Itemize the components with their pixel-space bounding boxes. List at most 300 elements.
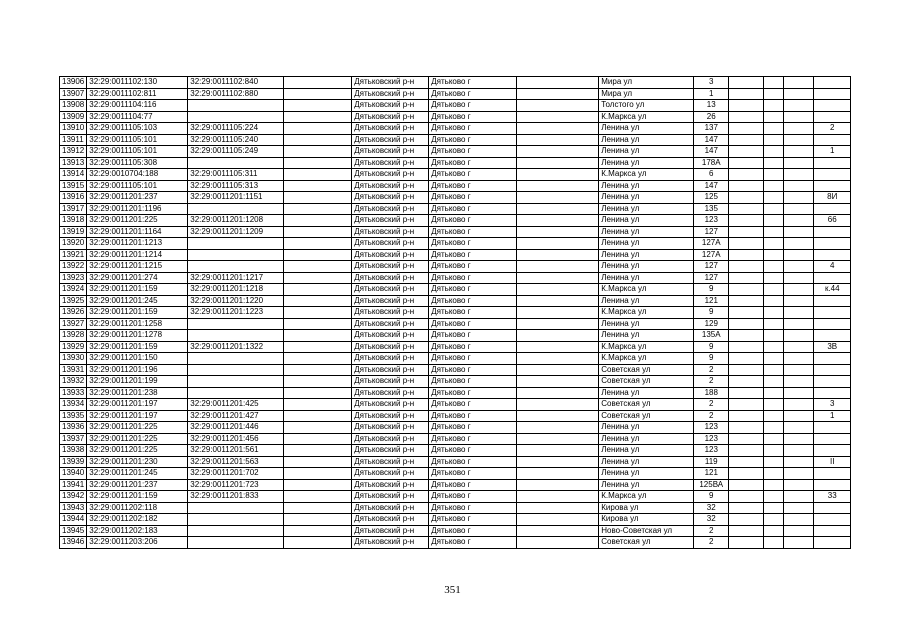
apartment-cell [814, 238, 851, 250]
apartment-cell [814, 330, 851, 342]
linked-cadastral-number-cell: 32:29:0011201:1322 [188, 341, 284, 353]
district-cell: Дятьковский р-н [352, 100, 429, 112]
linked-cadastral-number-cell: 32:29:0011105:240 [188, 134, 284, 146]
row-number-cell: 13942 [60, 491, 87, 503]
cadastral-number-cell: 32:29:0011201:199 [87, 376, 188, 388]
blank-field-cell [517, 410, 599, 422]
blank-field-cell [729, 157, 764, 169]
blank-field-cell [729, 433, 764, 445]
city-cell: Дятьково г [429, 376, 517, 388]
table-row [60, 353, 851, 365]
apartment-cell [814, 502, 851, 514]
blank-field-cell [784, 226, 814, 238]
blank-field-cell [784, 180, 814, 192]
house-number-cell: 13 [694, 100, 729, 112]
linked-cadastral-number-cell: 32:29:0011201:563 [188, 456, 284, 468]
blank-field-cell [764, 491, 784, 503]
city-cell: Дятьково г [429, 307, 517, 319]
apartment-cell: 3 [814, 399, 851, 411]
blank-field-cell [729, 134, 764, 146]
blank-field-cell [517, 514, 599, 526]
city-cell: Дятьково г [429, 330, 517, 342]
blank-field-cell [517, 88, 599, 100]
street-cell: К.Маркса ул [599, 491, 694, 503]
blank-field-cell [517, 226, 599, 238]
linked-cadastral-number-cell: 32:29:0011201:425 [188, 399, 284, 411]
blank-field-cell [764, 537, 784, 549]
blank-field-cell [784, 307, 814, 319]
blank-field-cell [517, 238, 599, 250]
apartment-cell: 2 [814, 123, 851, 135]
blank-field-cell [729, 445, 764, 457]
street-cell: Ленина ул [599, 445, 694, 457]
blank-field-cell [284, 284, 352, 296]
apartment-cell [814, 226, 851, 238]
blank-field-cell [284, 387, 352, 399]
street-cell: Ленина ул [599, 215, 694, 227]
blank-field-cell [729, 525, 764, 537]
blank-field-cell [764, 111, 784, 123]
blank-field-cell [764, 376, 784, 388]
district-cell: Дятьковский р-н [352, 307, 429, 319]
blank-field-cell [729, 180, 764, 192]
linked-cadastral-number-cell: 32:29:0011102:840 [188, 77, 284, 89]
blank-field-cell [284, 307, 352, 319]
city-cell: Дятьково г [429, 387, 517, 399]
blank-field-cell [784, 215, 814, 227]
blank-field-cell [517, 364, 599, 376]
city-cell: Дятьково г [429, 226, 517, 238]
district-cell: Дятьковский р-н [352, 468, 429, 480]
linked-cadastral-number-cell: 32:29:0011201:456 [188, 433, 284, 445]
row-number-cell: 13913 [60, 157, 87, 169]
blank-field-cell [284, 456, 352, 468]
row-number-cell: 13940 [60, 468, 87, 480]
blank-field-cell [284, 100, 352, 112]
blank-field-cell [729, 353, 764, 365]
apartment-cell [814, 272, 851, 284]
blank-field-cell [764, 249, 784, 261]
city-cell: Дятьково г [429, 410, 517, 422]
cadastral-number-cell: 32:29:0011201:1278 [87, 330, 188, 342]
house-number-cell: 147 [694, 146, 729, 158]
row-number-cell: 13933 [60, 387, 87, 399]
cadastral-number-cell: 32:29:0011201:245 [87, 295, 188, 307]
apartment-cell: 1 [814, 146, 851, 158]
street-cell: Ленина ул [599, 192, 694, 204]
blank-field-cell [517, 284, 599, 296]
row-number-cell: 13915 [60, 180, 87, 192]
apartment-cell [814, 318, 851, 330]
blank-field-cell [729, 341, 764, 353]
house-number-cell: 26 [694, 111, 729, 123]
row-number-cell: 13922 [60, 261, 87, 273]
blank-field-cell [284, 364, 352, 376]
blank-field-cell [517, 134, 599, 146]
blank-field-cell [517, 169, 599, 181]
city-cell: Дятьково г [429, 100, 517, 112]
blank-field-cell [517, 468, 599, 480]
table-row [60, 376, 851, 388]
street-cell: Ленина ул [599, 146, 694, 158]
house-number-cell: 3 [694, 77, 729, 89]
linked-cadastral-number-cell [188, 514, 284, 526]
blank-field-cell [284, 330, 352, 342]
house-number-cell: 123 [694, 422, 729, 434]
blank-field-cell [764, 157, 784, 169]
row-number-cell: 13932 [60, 376, 87, 388]
cadastral-number-cell: 32:29:0011201:1196 [87, 203, 188, 215]
blank-field-cell [729, 456, 764, 468]
blank-field-cell [764, 215, 784, 227]
blank-field-cell [784, 364, 814, 376]
district-cell: Дятьковский р-н [352, 318, 429, 330]
district-cell: Дятьковский р-н [352, 537, 429, 549]
street-cell: Советская ул [599, 364, 694, 376]
city-cell: Дятьково г [429, 514, 517, 526]
table-row [60, 468, 851, 480]
page-number: 351 [444, 584, 461, 596]
table-row [60, 491, 851, 503]
blank-field-cell [764, 88, 784, 100]
house-number-cell: 9 [694, 341, 729, 353]
table-row [60, 77, 851, 89]
blank-field-cell [729, 364, 764, 376]
row-number-cell: 13946 [60, 537, 87, 549]
district-cell: Дятьковский р-н [352, 330, 429, 342]
house-number-cell: 6 [694, 169, 729, 181]
blank-field-cell [784, 192, 814, 204]
district-cell: Дятьковский р-н [352, 215, 429, 227]
blank-field-cell [764, 318, 784, 330]
blank-field-cell [784, 399, 814, 411]
district-cell: Дятьковский р-н [352, 261, 429, 273]
blank-field-cell [284, 525, 352, 537]
blank-field-cell [784, 410, 814, 422]
blank-field-cell [284, 123, 352, 135]
row-number-cell: 13938 [60, 445, 87, 457]
district-cell: Дятьковский р-н [352, 272, 429, 284]
cadastral-number-cell: 32:29:0011201:1215 [87, 261, 188, 273]
blank-field-cell [517, 307, 599, 319]
cadastral-number-cell: 32:29:0011104:116 [87, 100, 188, 112]
blank-field-cell [729, 330, 764, 342]
blank-field-cell [284, 318, 352, 330]
cadastral-number-cell: 32:29:0011201:1258 [87, 318, 188, 330]
blank-field-cell [784, 295, 814, 307]
blank-field-cell [284, 157, 352, 169]
city-cell: Дятьково г [429, 169, 517, 181]
linked-cadastral-number-cell: 32:29:0011201:1151 [188, 192, 284, 204]
row-number-cell: 13939 [60, 456, 87, 468]
row-number-cell: 13907 [60, 88, 87, 100]
linked-cadastral-number-cell: 32:29:0011201:427 [188, 410, 284, 422]
linked-cadastral-number-cell [188, 387, 284, 399]
blank-field-cell [784, 134, 814, 146]
linked-cadastral-number-cell: 32:29:0011201:1209 [188, 226, 284, 238]
blank-field-cell [764, 479, 784, 491]
blank-field-cell [784, 77, 814, 89]
row-number-cell: 13917 [60, 203, 87, 215]
blank-field-cell [784, 249, 814, 261]
table-row [60, 307, 851, 319]
city-cell: Дятьково г [429, 272, 517, 284]
blank-field-cell [517, 445, 599, 457]
linked-cadastral-number-cell [188, 353, 284, 365]
apartment-cell [814, 468, 851, 480]
row-number-cell: 13906 [60, 77, 87, 89]
blank-field-cell [517, 387, 599, 399]
city-cell: Дятьково г [429, 537, 517, 549]
blank-field-cell [729, 111, 764, 123]
blank-field-cell [784, 537, 814, 549]
table-row [60, 295, 851, 307]
street-cell: Ленина ул [599, 433, 694, 445]
blank-field-cell [729, 88, 764, 100]
blank-field-cell [284, 261, 352, 273]
street-cell: Советская ул [599, 537, 694, 549]
city-cell: Дятьково г [429, 249, 517, 261]
row-number-cell: 13908 [60, 100, 87, 112]
blank-field-cell [784, 203, 814, 215]
blank-field-cell [284, 272, 352, 284]
street-cell: Ленина ул [599, 226, 694, 238]
house-number-cell: 123 [694, 445, 729, 457]
apartment-cell [814, 376, 851, 388]
blank-field-cell [764, 203, 784, 215]
district-cell: Дятьковский р-н [352, 134, 429, 146]
table-row [60, 146, 851, 158]
cadastral-number-cell: 32:29:0011201:1214 [87, 249, 188, 261]
blank-field-cell [284, 215, 352, 227]
row-number-cell: 13916 [60, 192, 87, 204]
table-row [60, 88, 851, 100]
blank-field-cell [517, 353, 599, 365]
table-row [60, 433, 851, 445]
row-number-cell: 13944 [60, 514, 87, 526]
district-cell: Дятьковский р-н [352, 525, 429, 537]
city-cell: Дятьково г [429, 284, 517, 296]
district-cell: Дятьковский р-н [352, 445, 429, 457]
city-cell: Дятьково г [429, 525, 517, 537]
table-row [60, 330, 851, 342]
city-cell: Дятьково г [429, 238, 517, 250]
cadastral-number-cell: 32:29:0011202:182 [87, 514, 188, 526]
blank-field-cell [784, 272, 814, 284]
blank-field-cell [729, 514, 764, 526]
house-number-cell: 32 [694, 502, 729, 514]
house-number-cell: 2 [694, 525, 729, 537]
district-cell: Дятьковский р-н [352, 422, 429, 434]
linked-cadastral-number-cell [188, 330, 284, 342]
blank-field-cell [784, 502, 814, 514]
blank-field-cell [764, 100, 784, 112]
city-cell: Дятьково г [429, 146, 517, 158]
row-number-cell: 13929 [60, 341, 87, 353]
apartment-cell [814, 479, 851, 491]
district-cell: Дятьковский р-н [352, 192, 429, 204]
house-number-cell: 121 [694, 468, 729, 480]
cadastral-number-cell: 32:29:0011105:101 [87, 180, 188, 192]
house-number-cell: 123 [694, 215, 729, 227]
linked-cadastral-number-cell: 32:29:0011105:224 [188, 123, 284, 135]
linked-cadastral-number-cell [188, 364, 284, 376]
blank-field-cell [764, 330, 784, 342]
district-cell: Дятьковский р-н [352, 491, 429, 503]
blank-field-cell [784, 157, 814, 169]
blank-field-cell [729, 272, 764, 284]
blank-field-cell [517, 249, 599, 261]
blank-field-cell [764, 387, 784, 399]
street-cell: Ленина ул [599, 272, 694, 284]
house-number-cell: 127 [694, 261, 729, 273]
cadastral-number-cell: 32:29:0011203:206 [87, 537, 188, 549]
blank-field-cell [517, 433, 599, 445]
apartment-cell [814, 525, 851, 537]
blank-field-cell [784, 123, 814, 135]
linked-cadastral-number-cell: 32:29:0011201:1220 [188, 295, 284, 307]
house-number-cell: 9 [694, 307, 729, 319]
apartment-cell: 4 [814, 261, 851, 273]
blank-field-cell [784, 169, 814, 181]
apartment-cell: II [814, 456, 851, 468]
blank-field-cell [729, 146, 764, 158]
city-cell: Дятьково г [429, 318, 517, 330]
row-number-cell: 13930 [60, 353, 87, 365]
row-number-cell: 13935 [60, 410, 87, 422]
blank-field-cell [284, 433, 352, 445]
blank-field-cell [517, 203, 599, 215]
blank-field-cell [729, 261, 764, 273]
blank-field-cell [764, 226, 784, 238]
district-cell: Дятьковский р-н [352, 203, 429, 215]
blank-field-cell [729, 123, 764, 135]
street-cell: Мира ул [599, 77, 694, 89]
table-row [60, 502, 851, 514]
blank-field-cell [729, 387, 764, 399]
house-number-cell: 119 [694, 456, 729, 468]
cadastral-number-cell: 32:29:0011102:130 [87, 77, 188, 89]
blank-field-cell [284, 341, 352, 353]
linked-cadastral-number-cell [188, 318, 284, 330]
table-row [60, 387, 851, 399]
blank-field-cell [764, 422, 784, 434]
blank-field-cell [517, 491, 599, 503]
district-cell: Дятьковский р-н [352, 238, 429, 250]
blank-field-cell [517, 318, 599, 330]
blank-field-cell [517, 192, 599, 204]
blank-field-cell [729, 238, 764, 250]
table-row [60, 456, 851, 468]
house-number-cell: 32 [694, 514, 729, 526]
street-cell: Ленина ул [599, 157, 694, 169]
district-cell: Дятьковский р-н [352, 169, 429, 181]
blank-field-cell [517, 376, 599, 388]
blank-field-cell [764, 468, 784, 480]
row-number-cell: 13934 [60, 399, 87, 411]
city-cell: Дятьково г [429, 341, 517, 353]
apartment-cell [814, 203, 851, 215]
street-cell: Ленина ул [599, 180, 694, 192]
blank-field-cell [729, 295, 764, 307]
table-row [60, 192, 851, 204]
apartment-cell [814, 111, 851, 123]
blank-field-cell [784, 514, 814, 526]
row-number-cell: 13943 [60, 502, 87, 514]
blank-field-cell [729, 249, 764, 261]
table-row [60, 249, 851, 261]
row-number-cell: 13928 [60, 330, 87, 342]
house-number-cell: 121 [694, 295, 729, 307]
blank-field-cell [764, 364, 784, 376]
linked-cadastral-number-cell: 32:29:0011105:311 [188, 169, 284, 181]
cadastral-number-cell: 32:29:0011201:274 [87, 272, 188, 284]
blank-field-cell [784, 479, 814, 491]
table-row [60, 238, 851, 250]
blank-field-cell [784, 422, 814, 434]
blank-field-cell [764, 410, 784, 422]
blank-field-cell [764, 456, 784, 468]
row-number-cell: 13924 [60, 284, 87, 296]
blank-field-cell [764, 399, 784, 411]
blank-field-cell [517, 456, 599, 468]
district-cell: Дятьковский р-н [352, 123, 429, 135]
blank-field-cell [517, 399, 599, 411]
linked-cadastral-number-cell: 32:29:0011201:702 [188, 468, 284, 480]
blank-field-cell [729, 226, 764, 238]
linked-cadastral-number-cell [188, 261, 284, 273]
blank-field-cell [784, 376, 814, 388]
row-number-cell: 13921 [60, 249, 87, 261]
house-number-cell: 2 [694, 364, 729, 376]
blank-field-cell [284, 295, 352, 307]
cadastral-number-cell: 32:29:0011201:159 [87, 307, 188, 319]
cadastral-number-cell: 32:29:0011201:225 [87, 445, 188, 457]
cadastral-number-cell: 32:29:0011201:237 [87, 192, 188, 204]
blank-field-cell [764, 307, 784, 319]
blank-field-cell [284, 203, 352, 215]
street-cell: К.Маркса ул [599, 169, 694, 181]
apartment-cell [814, 157, 851, 169]
city-cell: Дятьково г [429, 456, 517, 468]
city-cell: Дятьково г [429, 203, 517, 215]
apartment-cell: 33 [814, 491, 851, 503]
table-row [60, 341, 851, 353]
district-cell: Дятьковский р-н [352, 364, 429, 376]
blank-field-cell [729, 376, 764, 388]
street-cell: К.Маркса ул [599, 353, 694, 365]
blank-field-cell [784, 468, 814, 480]
linked-cadastral-number-cell: 32:29:0011201:561 [188, 445, 284, 457]
district-cell: Дятьковский р-н [352, 376, 429, 388]
city-cell: Дятьково г [429, 180, 517, 192]
city-cell: Дятьково г [429, 111, 517, 123]
table-row [60, 134, 851, 146]
street-cell: Советская ул [599, 399, 694, 411]
linked-cadastral-number-cell [188, 203, 284, 215]
cadastral-number-cell: 32:29:0011201:197 [87, 410, 188, 422]
blank-field-cell [729, 491, 764, 503]
house-number-cell: 125 [694, 192, 729, 204]
linked-cadastral-number-cell: 32:29:0011105:313 [188, 180, 284, 192]
cadastral-number-cell: 32:29:0011201:197 [87, 399, 188, 411]
blank-field-cell [764, 272, 784, 284]
cadastral-number-cell: 32:29:0011104:77 [87, 111, 188, 123]
row-number-cell: 13918 [60, 215, 87, 227]
apartment-cell [814, 77, 851, 89]
house-number-cell: 127А [694, 249, 729, 261]
house-number-cell: 127А [694, 238, 729, 250]
